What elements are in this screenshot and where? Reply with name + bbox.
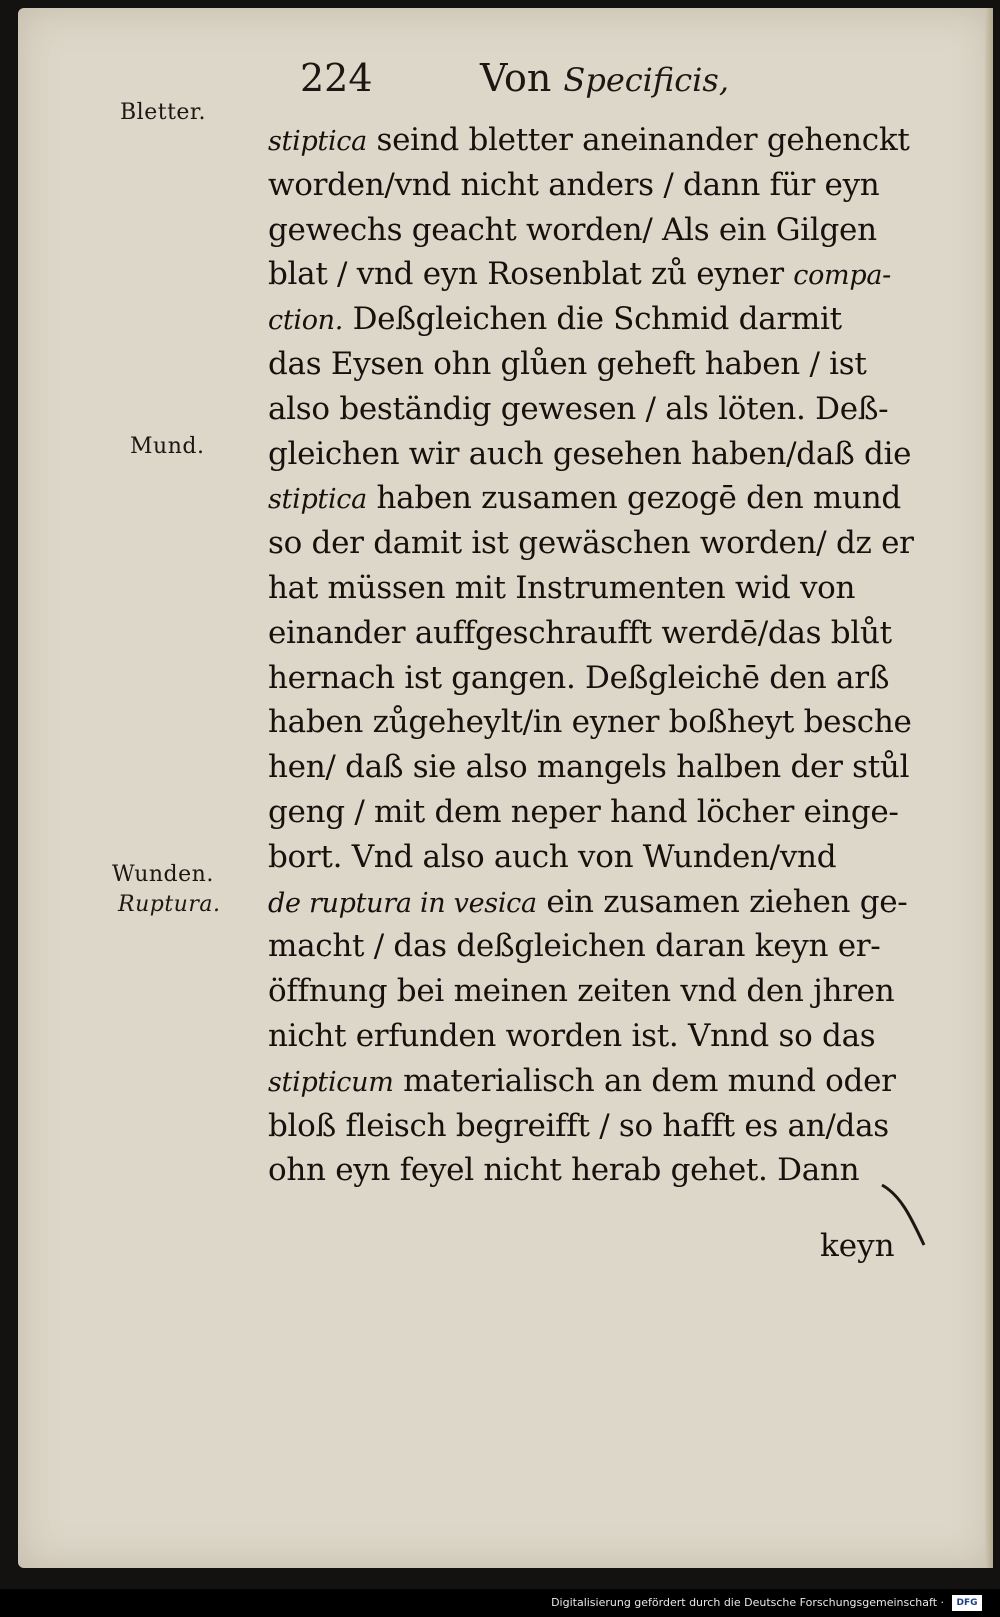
italic-segment: compa- xyxy=(793,260,891,292)
text-segment: hat müssen mit Instrumenten wid von xyxy=(268,569,856,606)
text-line xyxy=(268,611,948,656)
margin-note-ruptura: Ruptura. xyxy=(118,892,221,917)
text-line xyxy=(268,835,948,880)
text-line xyxy=(268,163,948,208)
text-line xyxy=(268,432,948,477)
text-line xyxy=(268,1059,948,1104)
page-edge xyxy=(985,8,993,1568)
text-segment: hernach ist gangen. Deßgleichē den arß xyxy=(268,659,890,696)
dfg-logo: DFG xyxy=(952,1595,982,1611)
text-segment: haben zusamen gezogē den mund xyxy=(366,480,901,517)
text-segment: das Eysen ohn glůen geheft haben / ist xyxy=(268,345,867,382)
text-line xyxy=(268,297,948,342)
margin-note-bletter: Bletter. xyxy=(120,100,207,125)
body-text xyxy=(268,118,948,1193)
text-line xyxy=(268,476,948,521)
text-segment: bort. Vnd also auch von Wunden/vnd xyxy=(268,838,837,875)
text-segment: macht / das deßgleichen daran keyn er- xyxy=(268,928,881,965)
text-line xyxy=(268,790,948,835)
text-line xyxy=(268,969,948,1014)
catchword: keyn xyxy=(820,1228,895,1264)
text-line xyxy=(268,387,948,432)
text-line xyxy=(268,1014,948,1059)
text-line xyxy=(268,566,948,611)
text-segment: ein zusamen ziehen ge- xyxy=(536,883,908,920)
text-segment: gewechs geacht worden/ Als ein Gilgen xyxy=(268,211,877,248)
text-segment: also beständig gewesen / als löten. Deß- xyxy=(268,390,889,427)
running-title-italic: Specificis, xyxy=(563,61,729,99)
text-segment: Deßgleichen die Schmid darmit xyxy=(343,301,842,338)
margin-note-mund: Mund. xyxy=(130,434,205,459)
text-line xyxy=(268,745,948,790)
text-segment: einander auffgeschraufft werdē/das blůt xyxy=(268,614,892,651)
text-segment: seind bletter aneinander gehenckt xyxy=(366,122,910,158)
italic-segment: stipticum xyxy=(268,1066,394,1098)
text-line xyxy=(268,880,948,925)
text-segment: nicht erfunden worden ist. Vnnd so das xyxy=(268,1017,876,1054)
text-segment: geng / mit dem neper hand löcher einge- xyxy=(268,793,899,830)
digitization-footer xyxy=(0,1589,1000,1617)
text-segment: gleichen wir auch gesehen haben/daß die xyxy=(268,435,912,472)
italic-segment: ction. xyxy=(268,305,344,337)
text-segment: haben zůgeheylt/in eyner boßheyt besche xyxy=(268,704,912,741)
text-line xyxy=(268,656,948,701)
text-line xyxy=(268,118,948,163)
italic-segment: stiptica xyxy=(268,126,367,157)
margin-note-wunden: Wunden. xyxy=(112,862,214,887)
text-segment: ohn eyn feyel nicht herab gehet. Dann xyxy=(268,1152,860,1189)
text-line xyxy=(268,1148,948,1193)
text-line xyxy=(268,700,948,745)
text-line xyxy=(268,342,948,387)
text-segment: materialisch an dem mund oder xyxy=(393,1062,896,1099)
text-line xyxy=(268,208,948,253)
italic-segment: de ruptura in vesica xyxy=(268,887,537,919)
text-segment: so der damit ist gewäschen worden/ dz er xyxy=(268,525,914,562)
text-segment: bloß fleisch begreifft / so hafft es an/das xyxy=(268,1107,889,1144)
text-segment: öffnung bei meinen zeiten vnd den jhren xyxy=(268,973,895,1010)
italic-segment: stiptica xyxy=(268,484,367,516)
running-title xyxy=(480,56,729,100)
footer-credit: Digitalisierung gefördert durch die Deutsche Forschungsgemeinschaft · xyxy=(551,1596,944,1609)
text-segment: worden/vnd nicht anders / dann für eyn xyxy=(268,166,880,203)
text-segment: hen/ daß sie also mangels halben der stůl xyxy=(268,749,910,786)
text-line xyxy=(268,924,948,969)
text-line xyxy=(268,252,948,297)
page-header xyxy=(300,50,800,110)
text-segment: blat / vnd eyn Rosenblat zů eyner xyxy=(268,256,794,293)
text-line xyxy=(268,521,948,566)
page-number: 224 xyxy=(300,56,373,100)
running-title-main: Von xyxy=(480,56,552,100)
text-line xyxy=(268,1104,948,1149)
